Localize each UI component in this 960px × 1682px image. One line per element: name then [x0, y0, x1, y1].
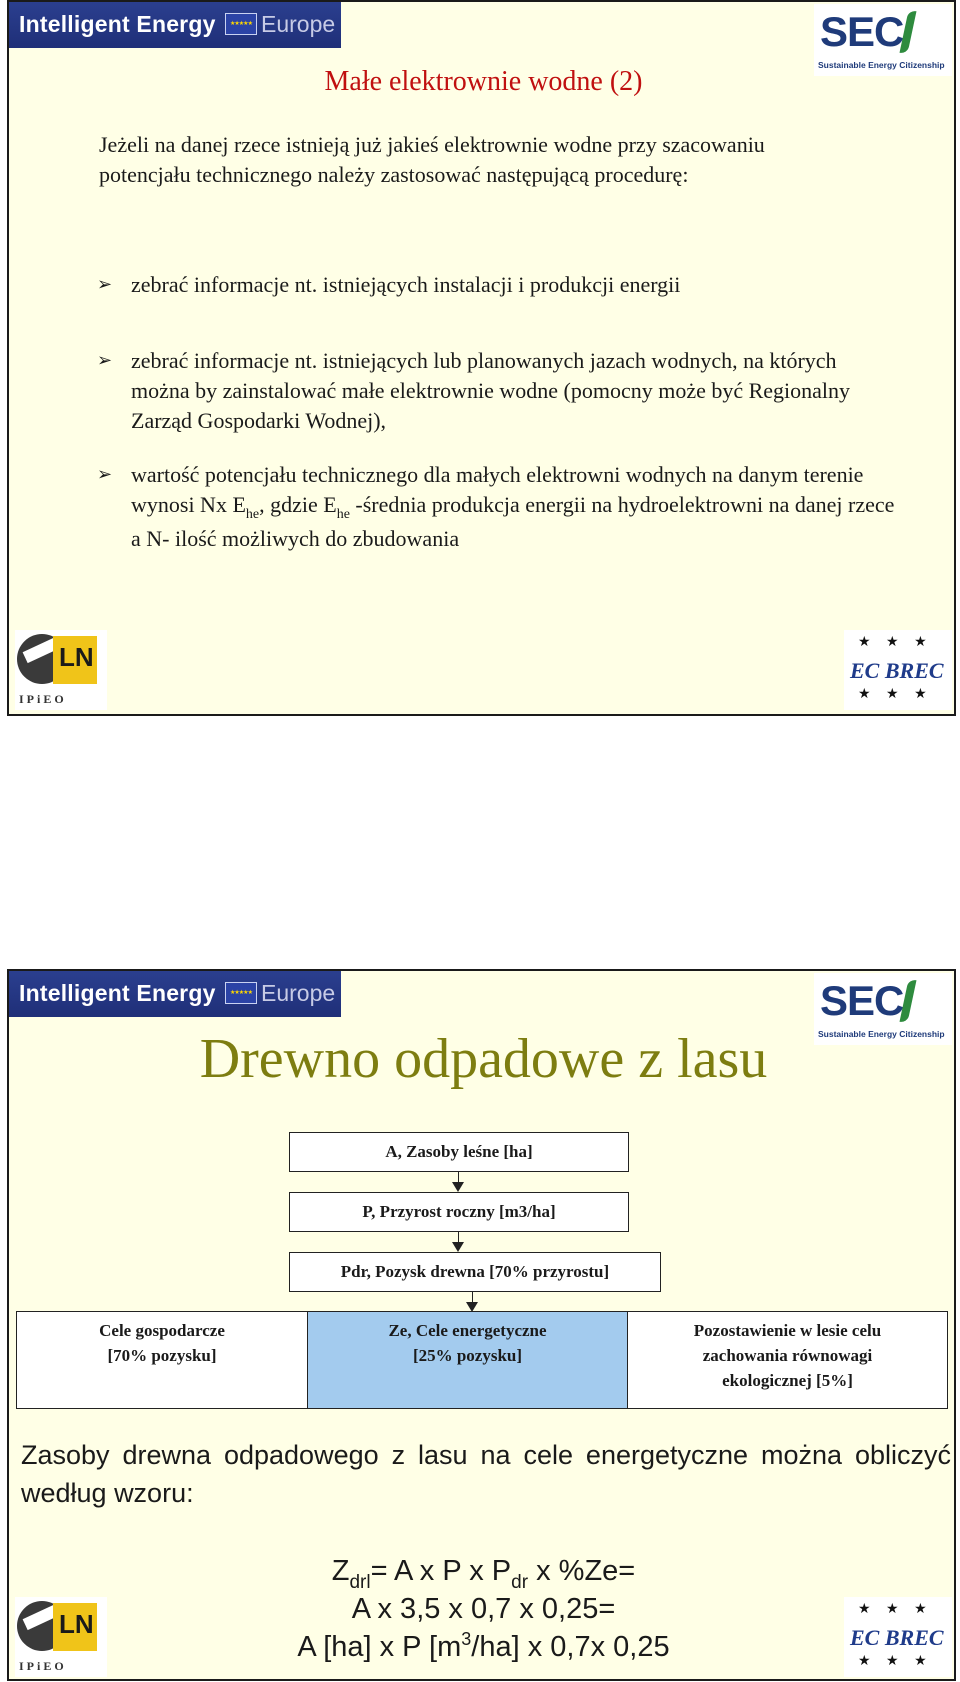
flow-box-harvest: Pdr, Pozysk drewna [70% przyrostu]: [289, 1252, 661, 1292]
ec-brec-logo: [844, 1597, 952, 1677]
bullet-text: wartość potencjału technicznego dla małych elektrowni wodnych na danym terenie wynosi Nx $E_{he}$, gdzie $E_{he}$ -średnia produkcja energii na hydroelektrowni na danej rzece a N- ilość możliwych do zbudowania: [131, 462, 895, 551]
cell-energy: Ze, Cele energetyczne [25% pozysku]: [308, 1312, 628, 1408]
sec-tagline: Sustainable Energy Citizenship: [818, 1029, 945, 1039]
formula-line-3: A [ha] x P $[m^3/ha]$ x 0,7x 0,25: [297, 1629, 670, 1663]
arrow-bullet-icon: ➢: [97, 350, 113, 371]
cln-logo: [15, 630, 107, 710]
sec-logo-text: SEC: [820, 977, 904, 1024]
stars-icon: ★ ★ ★: [858, 1654, 933, 1669]
flow-box-resources: A, Zasoby leśne [ha]: [289, 1132, 629, 1172]
intelligent-energy-europe-logo: [9, 2, 341, 48]
formula-line-1: $Z_{drl}= A$ x P x $P_{dr}$ x %Ze=: [331, 1555, 636, 1593]
eu-flag-icon: ★★★★★: [225, 982, 257, 1004]
cell-economic: Cele gospodarcze [70% pozysku]: [17, 1312, 308, 1408]
ec-brec-text: EC BREC: [850, 1625, 944, 1650]
bullet-item: [97, 460, 897, 554]
bullet-text: zebrać informacje nt. istniejących instalacji i produkcji energii: [131, 272, 681, 297]
cell-ecological: Pozostawienie w lesie celu zachowania równowagi ekologicznej [5%]: [693, 1321, 882, 1390]
bullet-text: zebrać informacje nt. istniejących lub planowanych jazach wodnych, na których można by zainstalować małe elektrownie wodne (pomocny może być Regionalny Zarząd Gospodarki Wodnej),: [131, 348, 851, 433]
sec-tagline: Sustainable Energy Citizenship: [818, 60, 945, 70]
stars-icon: ★ ★ ★: [858, 687, 933, 702]
formula-line-2: A x 3,5 x 0,7 x 0,25=: [351, 1593, 616, 1625]
brand-left: Intelligent Energy: [19, 980, 216, 1006]
ec-brec-logo: [844, 630, 952, 710]
eu-flag-icon: ★★★★★: [225, 13, 257, 35]
arrow-bullet-icon: ➢: [97, 464, 113, 485]
cln-sub: IPiEO: [19, 692, 67, 706]
cln-logo-text: LN: [59, 1609, 94, 1639]
slide-1: [7, 0, 956, 716]
formula-intro: Zasoby drewna odpadowego z lasu na cele energetyczne można obliczyć według wzoru:: [21, 1440, 951, 1508]
arrow-bullet-icon: ➢: [97, 274, 113, 295]
bullet-item: [97, 346, 897, 436]
harvest-split-table: [16, 1311, 948, 1409]
arrow-down-icon: [452, 1242, 464, 1252]
brand-left: Intelligent Energy: [19, 11, 216, 37]
cln-logo-text: LN: [59, 642, 94, 672]
slide-2: [7, 969, 956, 1681]
flow-box-growth: P, Przyrost roczny [m3/ha]: [289, 1192, 629, 1232]
sec-logo-text: SEC: [820, 8, 904, 55]
slide-title: Małe elektrownie wodne (2): [324, 66, 643, 97]
arrow-down-icon: [452, 1182, 464, 1192]
slide-title: Drewno odpadowe z lasu: [199, 1028, 768, 1090]
cln-sub: IPiEO: [19, 1659, 67, 1673]
cln-logo: [15, 1597, 107, 1677]
brand-right: Europe: [261, 980, 336, 1006]
ec-brec-text: EC BREC: [850, 658, 944, 683]
stars-icon: ★ ★ ★: [858, 1602, 933, 1617]
stars-icon: ★ ★ ★: [858, 635, 933, 650]
intelligent-energy-europe-logo: [9, 971, 341, 1017]
intro-paragraph: Jeżeli na danej rzece istnieją już jakieś elektrownie wodne przy szacowaniu potencjału technicznego należy zastosować następującą procedurę:: [99, 132, 765, 187]
brand-right: Europe: [261, 11, 336, 37]
bullet-item: [97, 270, 897, 300]
